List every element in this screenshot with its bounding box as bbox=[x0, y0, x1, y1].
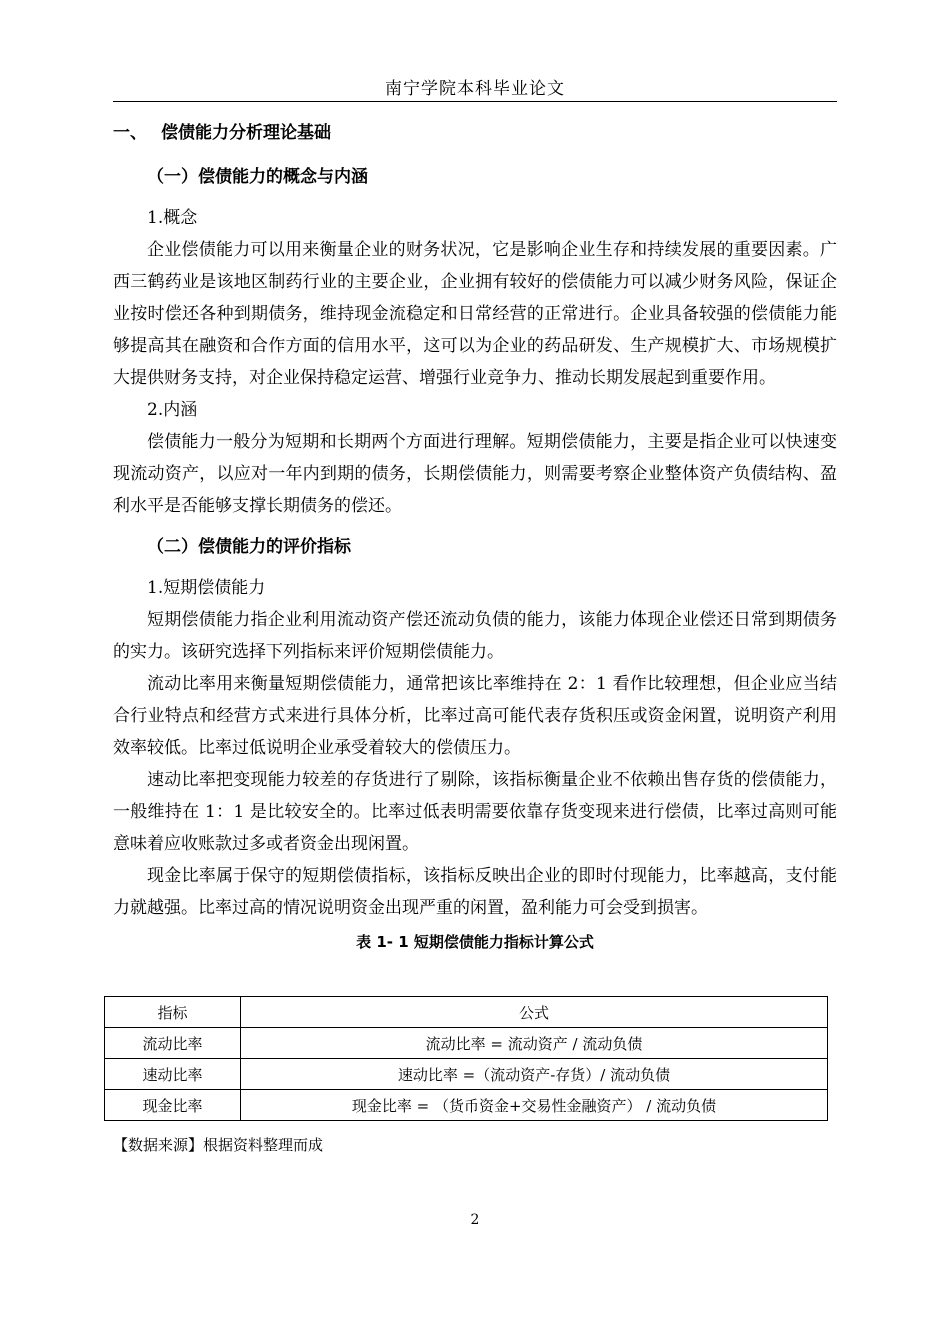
paragraph-cash-ratio: 现金比率属于保守的短期偿债指标，该指标反映出企业的即时付现能力，比率越高，支付能力就越强。比率过高的情况说明资金出现严重的闲置，盈利能力可会受到损害。 bbox=[113, 866, 837, 918]
table-header-row bbox=[105, 997, 828, 1028]
section-heading-1 bbox=[113, 116, 837, 150]
table-row bbox=[105, 1028, 828, 1059]
paragraph-short-term: 短期偿债能力指企业利用流动资产偿还流动负债的能力，该能力体现企业偿还日常到期债务的实力。该研究选择下列指标来评价短期偿债能力。 bbox=[113, 610, 837, 662]
paragraph-current-ratio: 流动比率用来衡量短期偿债能力，通常把该比率维持在 2：1 看作比较理想，但企业应当结合行业特点和经营方式来进行具体分析，比率过高可能代表存货积压或资金闲置，说明资产利用效率较低。比率过低说明企业承受着较大的偿债压力。 bbox=[113, 674, 837, 758]
section-title: 偿债能力分析理论基础 bbox=[161, 123, 331, 143]
header-rule bbox=[113, 101, 837, 102]
table-row bbox=[105, 1059, 828, 1090]
body-content bbox=[113, 116, 837, 956]
subheading-short-term: 1.短期偿债能力 bbox=[147, 578, 266, 598]
subheading-concept: 1.概念 bbox=[147, 208, 198, 228]
paragraph-connotation: 偿债能力一般分为短期和长期两个方面进行理解。短期偿债能力，主要是指企业可以快速变现流动资产，以应对一年内到期的债务，长期偿债能力，则需要考察企业整体资产负债结构、盈利水平是否能够支撑长期债务的偿还。 bbox=[113, 432, 837, 516]
subsection-heading-indicators: （二）偿债能力的评价指标 bbox=[147, 537, 351, 557]
table-cell: 现金比率 bbox=[105, 1090, 241, 1121]
table-cell: 速动比率 =（流动资产-存货）/ 流动负债 bbox=[241, 1059, 828, 1090]
section-number: 一、 bbox=[113, 123, 147, 143]
table-cell: 速动比率 bbox=[105, 1059, 241, 1090]
table-header-cell: 公式 bbox=[241, 997, 828, 1028]
paragraph-quick-ratio: 速动比率把变现能力较差的存货进行了剔除，该指标衡量企业不依赖出售存货的偿债能力，一般维持在 1：1 是比较安全的。比率过低表明需要依靠存货变现来进行偿债，比率过高则可能意味着应收账款过多或者资金出现闲置。 bbox=[113, 770, 837, 854]
table-header-cell: 指标 bbox=[105, 997, 241, 1028]
subheading-connotation: 2.内涵 bbox=[147, 400, 198, 420]
table-row bbox=[105, 1090, 828, 1121]
subsection-heading-concept: （一）偿债能力的概念与内涵 bbox=[147, 167, 368, 187]
paragraph-concept: 企业偿债能力可以用来衡量企业的财务状况，它是影响企业生存和持续发展的重要因素。广西三鹤药业是该地区制药行业的主要企业，企业拥有较好的偿债能力可以减少财务风险，保证企业按时偿还各种到期债务，维持现金流稳定和日常经营的正常进行。企业具备较强的偿债能力能够提高其在融资和合作方面的信用水平，这可以为企业的药品研发、生产规模扩大、市场规模扩大提供财务支持，对企业保持稳定运营、增强行业竞争力、推动长期发展起到重要作用。 bbox=[113, 240, 837, 388]
page-number: 2 bbox=[470, 1212, 480, 1228]
formula-table bbox=[104, 996, 828, 1121]
data-source-note: 【数据来源】根据资料整理而成 bbox=[113, 1136, 324, 1154]
running-header: 南宁学院本科毕业论文 bbox=[385, 79, 565, 99]
table-cell: 现金比率 = （货币资金+交易性金融资产） / 流动负债 bbox=[241, 1090, 828, 1121]
table-cell: 流动比率 = 流动资产 / 流动负债 bbox=[241, 1028, 828, 1059]
table-cell: 流动比率 bbox=[105, 1028, 241, 1059]
table-caption: 表 1- 1 短期偿债能力指标计算公式 bbox=[356, 933, 594, 951]
